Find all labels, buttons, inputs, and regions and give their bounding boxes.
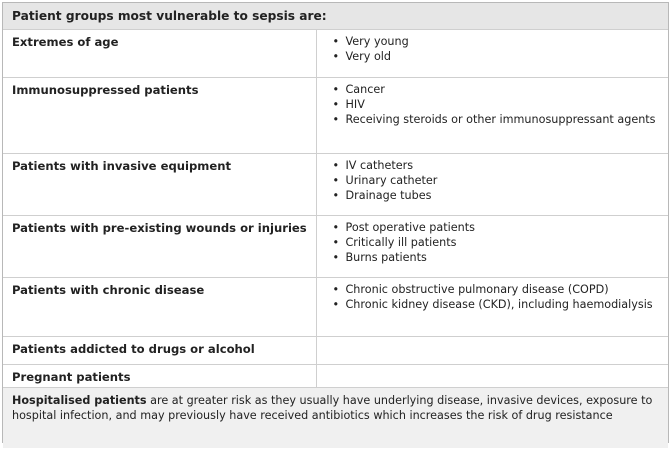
bullet-icon: • xyxy=(332,282,340,296)
list-item xyxy=(331,49,663,64)
bullet-icon: • xyxy=(332,220,340,234)
bullet-list xyxy=(331,34,663,64)
detail-cell xyxy=(316,277,668,336)
bullet-icon: • xyxy=(332,82,340,96)
list-item-text: Burns patients xyxy=(345,250,427,264)
sepsis-risk-table xyxy=(2,2,669,443)
table-row xyxy=(3,215,668,277)
list-item xyxy=(331,158,663,173)
list-item xyxy=(331,34,663,49)
group-cell: Immunosuppressed patients xyxy=(3,77,316,153)
footer-text: are at greater risk as they usually have underlying disease, invasive devices, exposure to hospital infection, and may previously have received antibiotics which increases the risk of drug resistance xyxy=(12,393,653,422)
bullet-icon: • xyxy=(332,158,340,172)
list-item-text: Very young xyxy=(345,35,409,48)
table-row xyxy=(3,77,668,153)
bullet-icon: • xyxy=(332,250,340,264)
bullet-icon: • xyxy=(332,50,340,63)
group-cell: Pregnant patients xyxy=(3,364,316,387)
list-item-text: Chronic kidney disease (CKD), including haemodialysis xyxy=(345,297,653,311)
table-row xyxy=(3,30,668,77)
list-item-text: Drainage tubes xyxy=(345,188,432,202)
list-item xyxy=(331,112,663,127)
bullet-icon: • xyxy=(332,188,340,202)
list-item xyxy=(331,82,663,97)
group-cell: Patients with chronic disease xyxy=(3,277,316,336)
detail-cell xyxy=(316,336,668,364)
bullet-icon: • xyxy=(332,97,340,111)
table-title: Patient groups most vulnerable to sepsis are: xyxy=(3,3,668,30)
group-cell: Patients addicted to drugs or alcohol xyxy=(3,336,316,364)
bullet-list xyxy=(331,282,663,312)
table-row xyxy=(3,277,668,336)
detail-cell xyxy=(316,215,668,277)
footer-note xyxy=(3,388,668,448)
table-row xyxy=(3,336,668,364)
list-item xyxy=(331,282,663,297)
list-item xyxy=(331,188,663,203)
bullet-icon: • xyxy=(332,235,340,249)
group-cell: Patients with invasive equipment xyxy=(3,153,316,215)
list-item-text: Receiving steroids or other immunosuppressant agents xyxy=(345,112,656,126)
detail-cell xyxy=(316,77,668,153)
group-cell: Patients with pre-existing wounds or injuries xyxy=(3,215,316,277)
bullet-icon: • xyxy=(332,112,340,126)
detail-cell xyxy=(316,30,668,77)
table-row xyxy=(3,364,668,387)
list-item xyxy=(331,250,663,265)
list-item xyxy=(331,235,663,250)
list-item-text: Urinary catheter xyxy=(345,173,438,187)
detail-cell xyxy=(316,153,668,215)
bullet-list xyxy=(331,82,663,127)
bullet-icon: • xyxy=(332,297,340,311)
table-row xyxy=(3,153,668,215)
risk-groups-table xyxy=(3,30,668,388)
detail-cell xyxy=(316,364,668,387)
list-item-text: Very old xyxy=(345,50,391,63)
list-item xyxy=(331,97,663,112)
list-item-text: IV catheters xyxy=(345,158,414,172)
list-item-text: Chronic obstructive pulmonary disease (COPD) xyxy=(345,282,609,296)
footer-bold: Hospitalised patients xyxy=(12,393,147,407)
bullet-icon: • xyxy=(332,35,340,48)
list-item xyxy=(331,173,663,188)
bullet-list xyxy=(331,220,663,265)
list-item-text: HIV xyxy=(345,97,365,111)
list-item xyxy=(331,220,663,235)
list-item-text: Post operative patients xyxy=(345,220,475,234)
bullet-icon: • xyxy=(332,173,340,187)
bullet-list xyxy=(331,158,663,203)
group-cell: Extremes of age xyxy=(3,30,316,77)
list-item-text: Critically ill patients xyxy=(345,235,457,249)
list-item-text: Cancer xyxy=(345,82,385,96)
list-item xyxy=(331,297,663,312)
